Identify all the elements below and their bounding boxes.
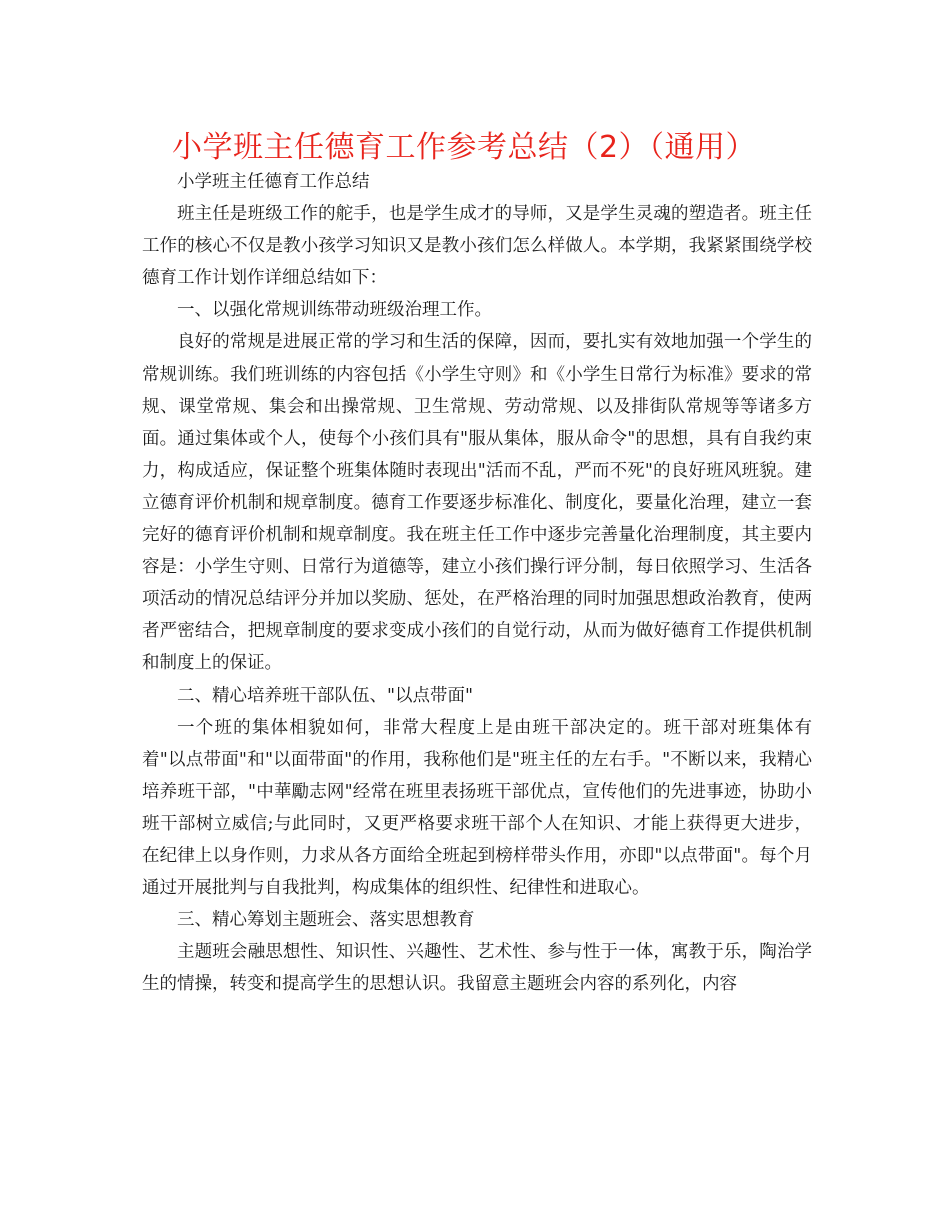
body-paragraph: 班主任是班级工作的舵手，也是学生成才的导师，又是学生灵魂的塑造者。班主任工作的核心不仅是教小孩学习知识又是教小孩们怎么样做人。本学期，我紧紧围绕学校德育工作计划作详细总结如下： [142, 204, 812, 289]
body-paragraph: 主题班会融思想性、知识性、兴趣性、艺术性、参与性于一体，寓教于乐，陶治学生的情操，转变和提高学生的思想认识。我留意主题班会内容的系列化，内容 [142, 942, 812, 995]
document-title: 小学班主任德育工作参考总结（2）（通用） [171, 130, 757, 165]
body-paragraph: 良好的常规是进展正常的学习和生活的保障，因而，要扎实有效地加强一个学生的常规训练。我们班训练的内容包括《小学生守则》和《小学生日常行为标准》要求的常规、课堂常规、集会和出操常规、卫生常规、劳动常规、以及排街队常规等等诸多方面。通过集体或个人，使每个小孩们具有"服从集体，服从命令"的思想，具有自我约束力，构成适应，保证整个班集体随时表现出"活而不乱，严而不死"的良好班风班貌。建立德育评价机制和规章制度。德育工作要逐步标准化、制度化，要量化治理，建立一套完好的德育评价机制和规章制度。我在班主任工作中逐步完善量化治理制度，其主要内容是：小学生守则、日常行为道德等，建立小孩们操行评分制，每日依照学习、生活各项活动的情况总结评分并加以奖励、惩处，在严格治理的同时加强思想政治教育，使两者严密结合，把规章制度的要求变成小孩们的自觉行动，从而为做好德育工作提供机制和制度上的保证。 [142, 332, 812, 674]
section-heading-1: 一、以强化常规训练带动班级治理工作。 [177, 300, 492, 321]
document-body [142, 166, 812, 1000]
body-paragraph: 一个班的集体相貌如何，非常大程度上是由班干部决定的。班干部对班集体有着"以点带面"和"以面带面"的作用，我称他们是"班主任的左右手。"不断以来，我精心培养班干部，"中華勵志网"经常在班里表扬班干部优点，宣传他们的先进事迹，协助小班干部树立威信;与此同时，又更严格要求班干部个人在知识、才能上获得更大进步，在纪律上以身作则，力求从各方面给全班起到榜样带头作用，亦即"以点带面"。每个月通过开展批判与自我批判，构成集体的组织性、纪律性和进取心。 [142, 717, 812, 899]
section-heading-3: 三、精心筹划主题班会、落实思想教育 [177, 910, 475, 931]
subtitle-paragraph: 小学班主任德育工作总结 [177, 172, 370, 192]
section-heading-2: 二、精心培养班干部队伍、"以点带面" [177, 685, 474, 706]
